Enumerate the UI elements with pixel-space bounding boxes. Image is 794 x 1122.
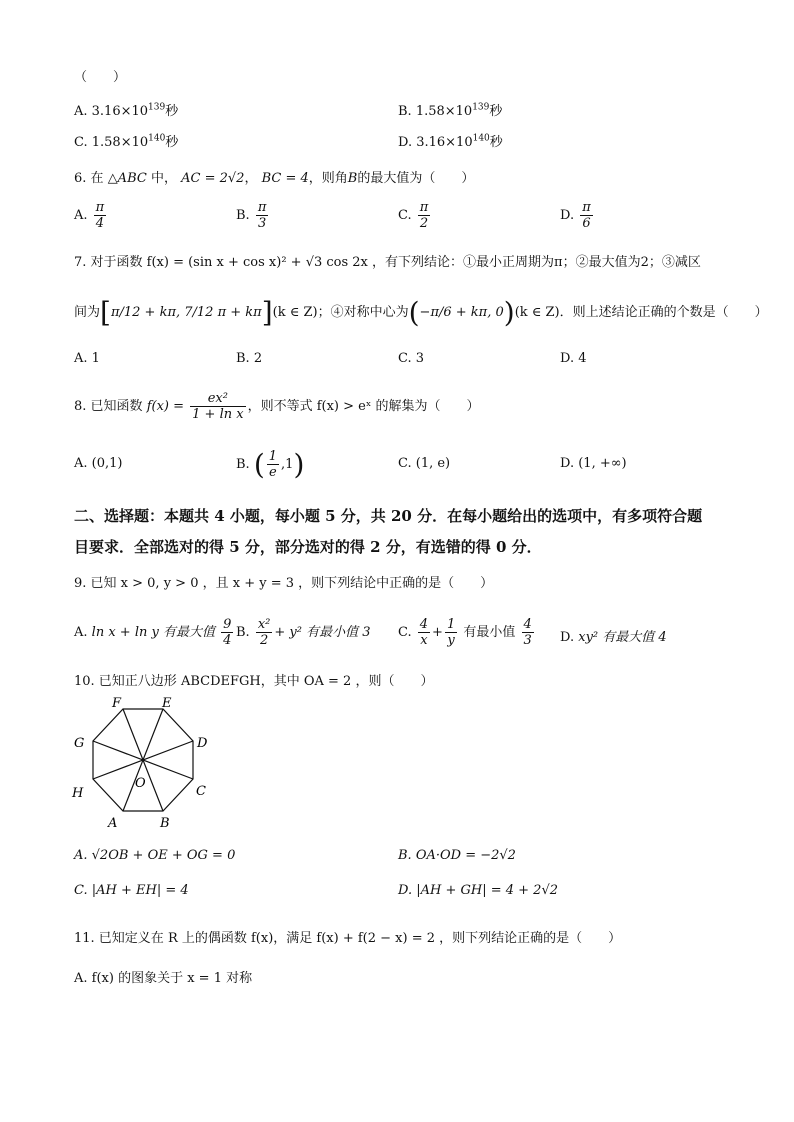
q6-option-c: C. $\frac{\pi}{2}$	[398, 200, 429, 231]
q7-stem-line1: 7. 对于函数 f(x) = (sin x + cos x)² + √3 cos 2x ，有下列结论：①最小正周期为π；②最大值为2；③减区	[74, 255, 701, 270]
label-g: G	[74, 736, 85, 751]
q9-option-d: D. xy² 有最大值 4	[560, 630, 667, 645]
q10-option-b: B. OA·OD = −2√2	[398, 848, 516, 863]
label-d: D	[197, 736, 208, 751]
q6-stem: 6. 在 △ABC 中， AC = 2√2， BC = 4，则角B的最大值为（ ）	[74, 171, 475, 186]
q11-option-a: A. f(x) 的图象关于 x = 1 对称	[74, 971, 253, 986]
q9-option-a: A. ln x + ln y 有最大值 $\frac{9}{4}$	[74, 617, 232, 648]
q9-option-c: C. $\frac{4}{x}$ + $\frac{1}{y}$ 有最小值 $\frac{4}{3}$	[398, 617, 532, 648]
q6-option-a: A. $\frac{\pi}{4}$	[74, 200, 105, 231]
q10-option-c: C. |AH + EH| = 4	[74, 883, 189, 898]
label-c: C	[196, 784, 206, 799]
q9-option-b: B. $\frac{\text{x²}}{2}$ + y² 有最小值 3	[236, 617, 371, 648]
section2-heading-line1: 二、选择题：本题共 4 小题，每小题 5 分，共 20 分．在每小题给出的选项中，有多项符合题	[74, 507, 703, 525]
q5-option-d: D. $3.16\times 10^{140}$秒	[398, 133, 503, 150]
q8-option-d: D. (1, +∞)	[560, 456, 627, 471]
q10-stem: 10. 已知正八边形 ABCDEFGH，其中 OA = 2 ，则（ ）	[74, 674, 434, 689]
q5-option-b: B. $1.58\times 10^{139}$秒	[398, 102, 503, 119]
q5-paren: （ ）	[74, 70, 127, 85]
q8-option-b: B. ( $\frac{1}{e}$ ,1)	[236, 448, 305, 481]
q7-option-c: C. 3	[398, 351, 425, 366]
label-a: A	[108, 816, 118, 831]
q8-stem: 8. 已知函数 f(x) = $\frac{\text{ex²}}{\text{1 + ln x}}$ ，则不等式 f(x) > eˣ 的解集为（ ）	[74, 391, 480, 422]
q7-option-d: D. 4	[560, 351, 587, 366]
label-e: E	[162, 696, 172, 711]
q7-stem-line2: 间为[π/12 + kπ, 7/12 π + kπ](k ∈ Z)；④对称中心为(−π/6 + kπ, 0)(k ∈ Z)．则上述结论正确的个数是（ ）	[74, 296, 768, 329]
q6-option-b: B. $\frac{\pi}{3}$	[236, 200, 267, 231]
q7-option-a: A. 1	[74, 351, 100, 366]
q6-option-d: D. $\frac{\pi}{6}$	[560, 200, 591, 231]
label-b: B	[160, 816, 170, 831]
q5-option-c: C. $1.58\times 10^{140}$秒	[74, 133, 179, 150]
octagon-figure	[68, 695, 218, 840]
label-h: H	[72, 786, 84, 801]
section2-heading-line2: 目要求．全部选对的得 5 分，部分选对的得 2 分，有选错的得 0 分．	[74, 538, 542, 556]
q8-option-a: A. (0,1)	[74, 456, 123, 471]
q9-stem: 9. 已知 x > 0, y > 0 ，且 x + y = 3 ，则下列结论中正确的是（ ）	[74, 576, 494, 591]
q7-option-b: B. 2	[236, 351, 263, 366]
label-f: F	[112, 696, 122, 711]
q5-option-a: A. $3.16\times 10^{139}$秒	[74, 102, 179, 119]
q8-option-c: C. (1, e)	[398, 456, 451, 471]
q10-option-d: D. |AH + GH| = 4 + 2√2	[398, 883, 558, 898]
q10-option-a: A. √2OB + OE + OG = 0	[74, 848, 236, 863]
q11-stem: 11. 已知定义在 R 上的偶函数 f(x)，满足 f(x) + f(2 − x) = 2 ，则下列结论正确的是（ ）	[74, 931, 622, 946]
label-o: O	[135, 776, 146, 791]
